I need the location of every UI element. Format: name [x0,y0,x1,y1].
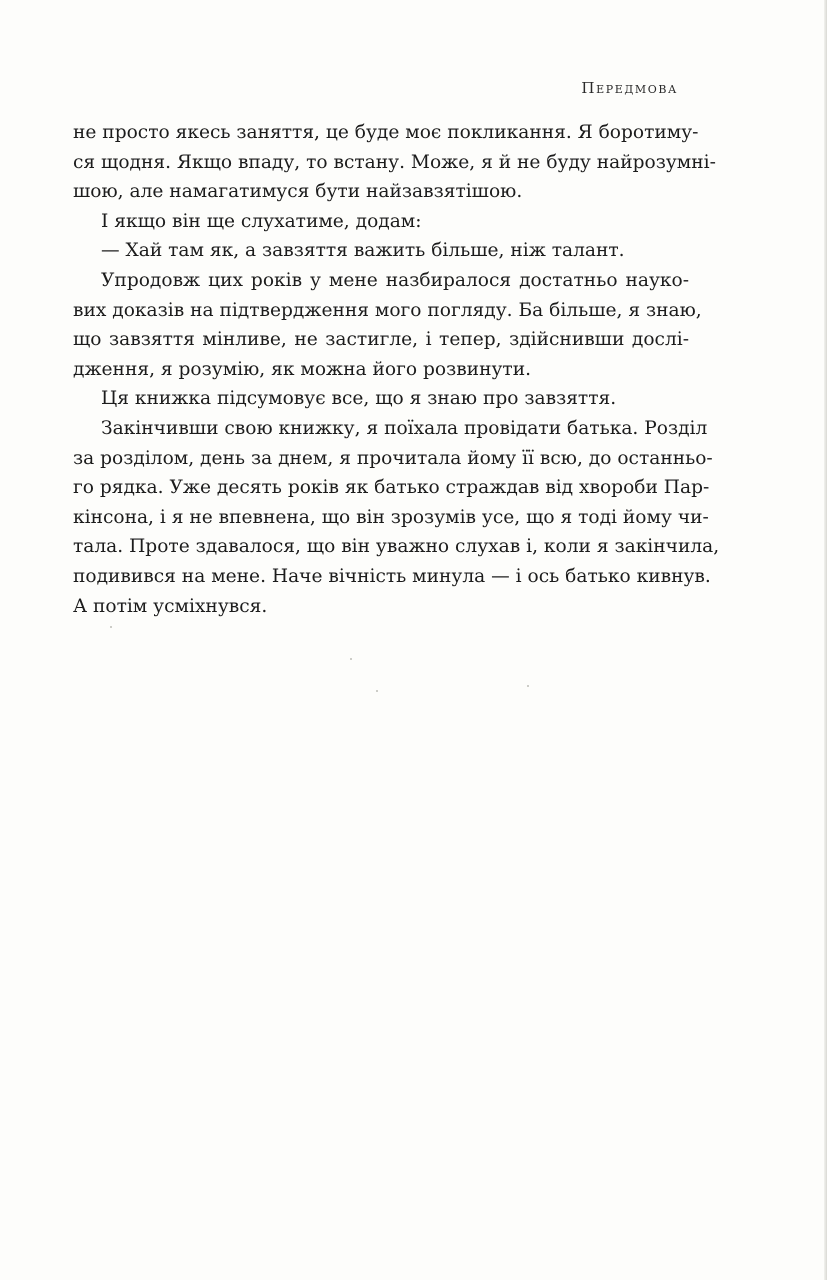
paper-speck [350,658,352,660]
text-line: вих доказів на підтвердження мого погляду. Ба більше, я знаю, [73,299,702,321]
text-line: Упродовж цих років у мене назбиралося достатньо науко- [101,269,689,291]
text-line: дження, я розумію, як можна його розвинути. [73,358,531,380]
text-line: що завзяття мінливе, не застигле, і тепер, здійснивши дослі- [73,329,689,351]
text-line: ся щодня. Якщо впаду, то встану. Може, я й не буду найрозумні- [73,151,716,173]
text-line: кінсона, і я не впевнена, що він зрозумів усе, що я тоді йому чи- [73,506,709,528]
text-line: подивився на мене. Наче вічність минула — і ось батько кивнув. [73,565,711,587]
text-line: тала. Проте здавалося, що він уважно слухав і, коли я закінчила, [73,536,720,558]
text-line: го рядка. Уже десять років як батько страждав від хвороби Пар- [73,477,710,499]
text-line: не просто якесь заняття, це буде моє покликання. Я боротиму- [73,122,699,143]
paper-speck [376,690,378,692]
text-line: А потім усміхнувся. [73,595,268,617]
paper-speck [527,685,529,687]
text-line: шою, але намагатимуся бути найзавзятішою. [73,181,523,203]
text-line: І якщо він ще слухатиме, додам: [101,210,422,232]
text-line: Ця книжка підсумовує все, що я знаю про завзяття. [101,388,617,410]
text-line: Закінчивши свою книжку, я поїхала провідати батька. Розділ [101,417,708,439]
body-text [73,118,720,621]
text-line: — Хай там як, а завзяття важить більше, ніж талант. [101,240,625,262]
running-header: Передмова [581,79,678,97]
text-line: за розділом, день за днем, я прочитала йому її всю, до останньо- [73,447,713,469]
paper-speck [110,626,112,628]
